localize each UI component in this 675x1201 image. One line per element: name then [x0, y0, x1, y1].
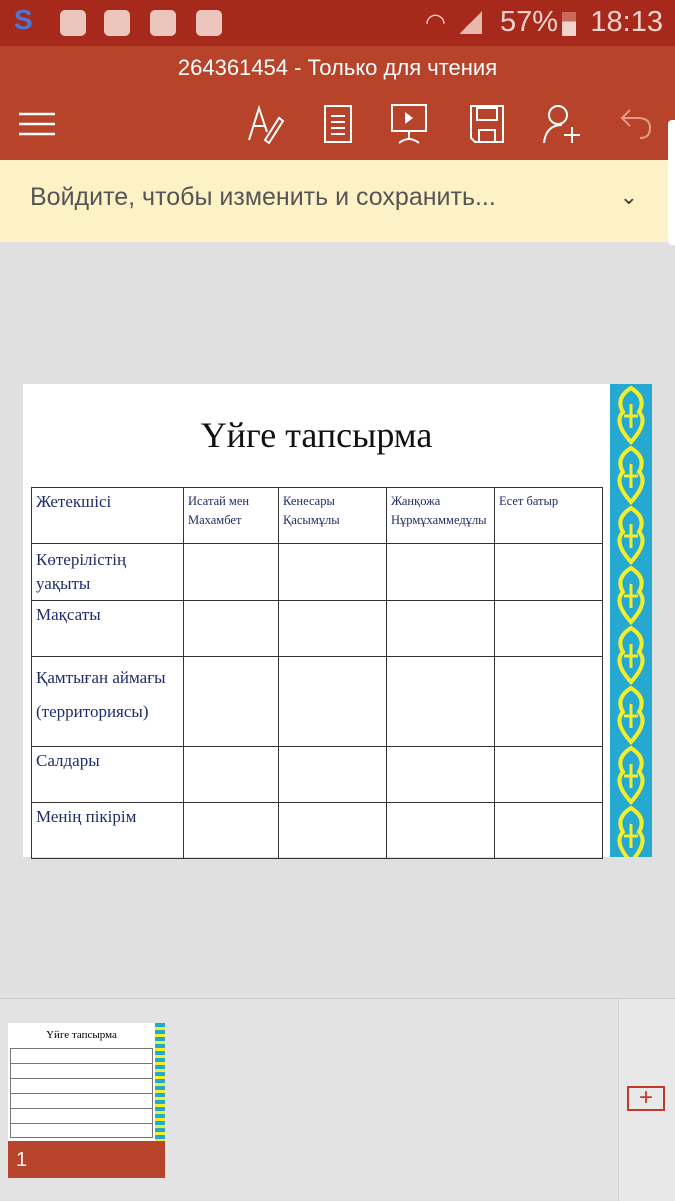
menu-icon[interactable]: [15, 102, 59, 146]
chevron-down-icon[interactable]: ⌄: [619, 184, 638, 209]
scrollbar[interactable]: [668, 120, 675, 245]
clock: 18:13: [590, 6, 663, 38]
thumbnail-table: [10, 1048, 153, 1138]
runner-icon: [150, 10, 176, 36]
homework-table: [31, 487, 603, 859]
header-cell: Жетекшісі: [32, 488, 184, 544]
save-icon[interactable]: [465, 102, 509, 146]
row-label: Қамтыған аймағы (территориясы): [32, 657, 184, 747]
slide-panel: [0, 998, 675, 1200]
briefcase-icon: [196, 10, 222, 36]
present-icon[interactable]: [387, 102, 431, 146]
slide-number: 1: [8, 1141, 165, 1178]
sign-in-text: Войдите, чтобы изменить и сохранить...: [30, 183, 496, 211]
thumbnail-ornament: [155, 1023, 165, 1141]
kazakh-ornament-border: [610, 384, 652, 857]
runner-icon: [104, 10, 130, 36]
undo-icon[interactable]: [614, 102, 658, 146]
slide[interactable]: [23, 384, 652, 857]
header-cell: Жанқожа Нұрмұхаммедұлы: [387, 488, 495, 544]
table-row: [32, 747, 603, 803]
row-label: Мақсаты: [32, 601, 184, 657]
status-bar: [0, 0, 675, 46]
wifi-icon: ◠: [425, 9, 446, 36]
slide-thumbnail-1[interactable]: [8, 1023, 165, 1178]
signal-icon: [460, 10, 482, 34]
new-slide-pane: [618, 999, 675, 1201]
gallery-icon: [60, 10, 86, 36]
table-row: [32, 544, 603, 601]
sign-in-banner[interactable]: [0, 160, 668, 242]
table-row: [32, 601, 603, 657]
header-cell: Кенесары Қасымұлы: [279, 488, 387, 544]
battery-percent: 57%: [500, 6, 559, 38]
slide-title: Үйге тапсырма: [200, 415, 433, 455]
notes-icon[interactable]: [316, 102, 360, 146]
document-title: 264361454 - Только для чтения: [0, 46, 675, 92]
table-row: [32, 803, 603, 859]
header-cell: Есет батыр: [495, 488, 603, 544]
battery-icon: [562, 12, 576, 36]
table-header-row: [32, 488, 603, 544]
row-label: Көтерілістің уақыты: [32, 544, 184, 601]
thumbnail-title: Үйге тапсырма: [46, 1029, 117, 1041]
table-row: [32, 657, 603, 747]
draw-icon[interactable]: [243, 102, 287, 146]
add-slide-button[interactable]: +: [627, 1086, 665, 1111]
row-label: Менің пікірім: [32, 803, 184, 859]
share-icon[interactable]: [540, 102, 584, 146]
header-cell: Исатай мен Махамбет: [184, 488, 279, 544]
row-label: Салдары: [32, 747, 184, 803]
toolbar: [0, 92, 675, 160]
security-app-icon: S: [14, 4, 33, 35]
